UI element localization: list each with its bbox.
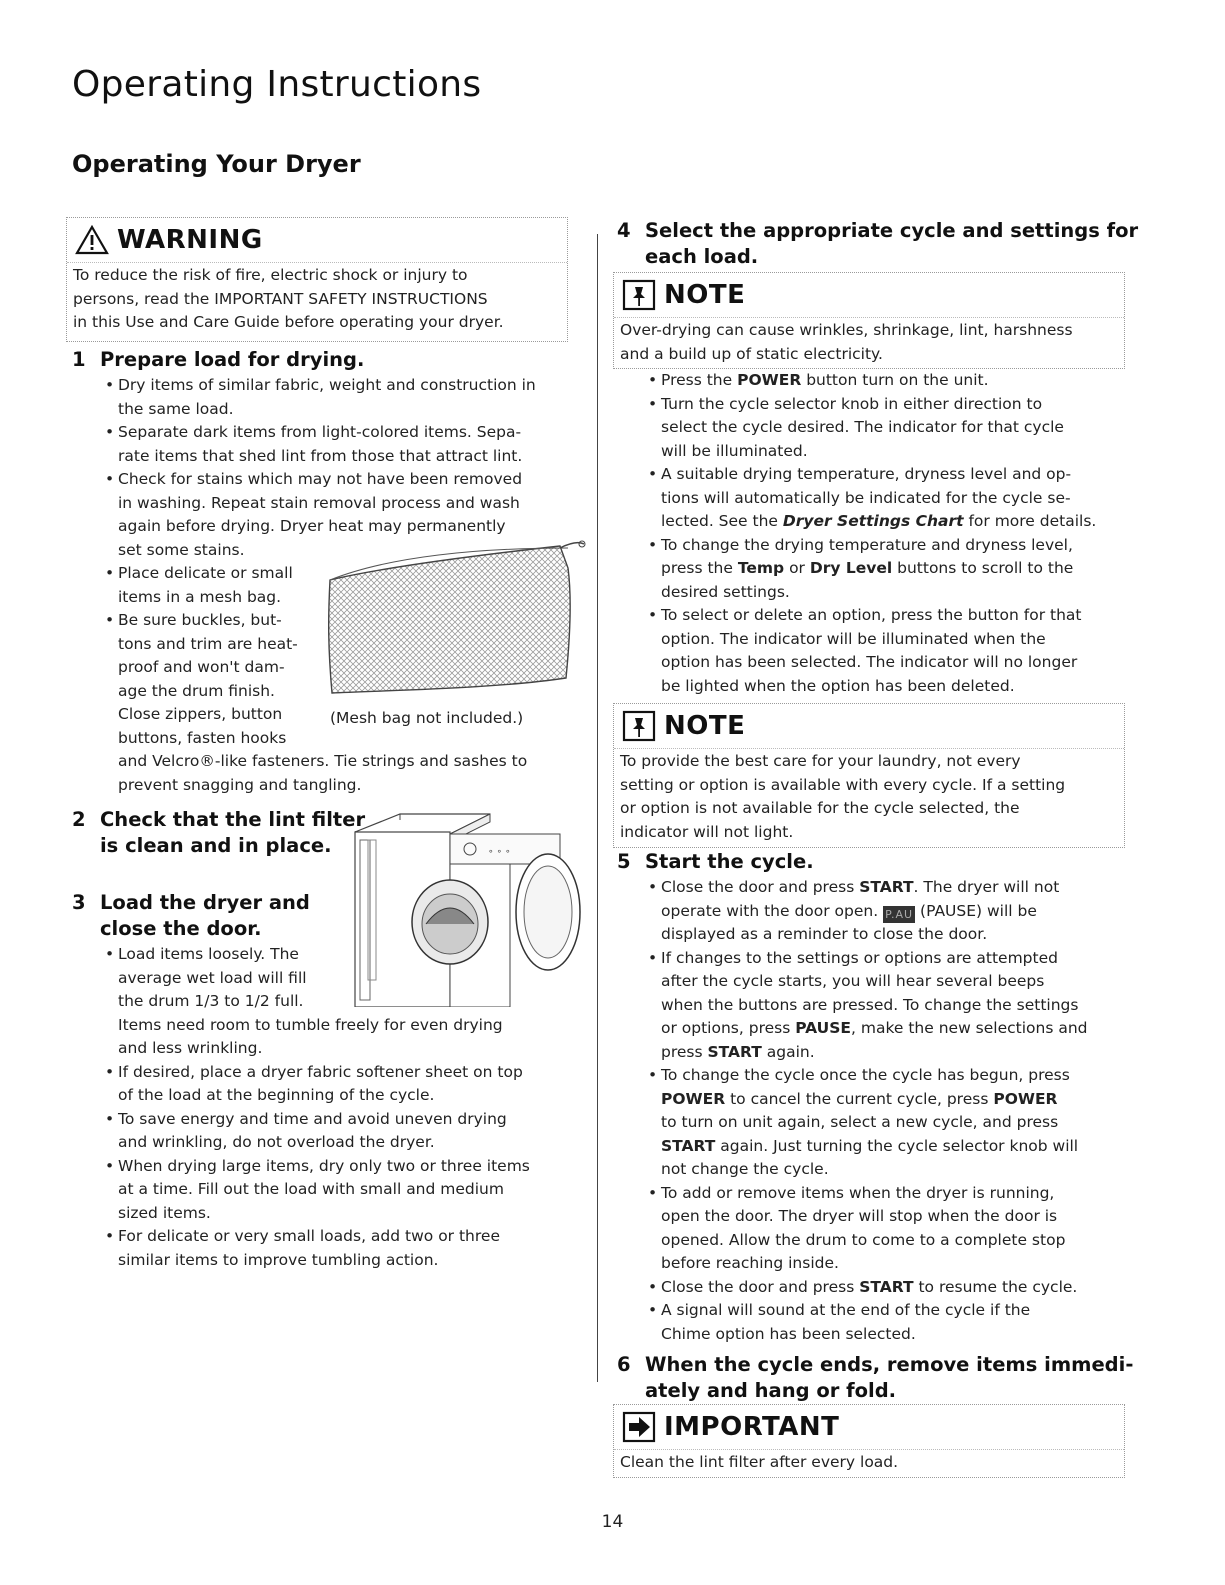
- note-header: [614, 704, 1124, 749]
- warning-triangle-icon: [75, 225, 109, 255]
- note-line: setting or option is available with every cycle. If a setting: [620, 775, 1066, 794]
- important-box: [613, 1404, 1125, 1478]
- step-number: 3: [72, 891, 86, 914]
- list-item: press START again.: [661, 1042, 815, 1061]
- step-title: When the cycle ends, remove items immedi-: [645, 1353, 1134, 1376]
- step-5-heading: [617, 849, 814, 875]
- step-number: 6: [617, 1353, 631, 1376]
- list-item: and Velcro®-like fasteners. Tie strings and sashes to: [118, 752, 528, 770]
- warning-text: [73, 264, 561, 335]
- note-header: [614, 273, 1124, 318]
- list-item: opened. Allow the drum to come to a complete stop: [661, 1230, 1066, 1249]
- list-item: or options, press PAUSE, make the new selections and: [661, 1019, 1088, 1037]
- step-3-heading: [72, 890, 310, 942]
- svg-text:∘ ∘ ∘: ∘ ∘ ∘: [488, 847, 511, 857]
- step-number: 5: [617, 850, 631, 873]
- list-item: To add or remove items when the dryer is running,: [661, 1183, 1055, 1202]
- list-item: Load items loosely. The: [118, 945, 299, 963]
- step-title: each load.: [645, 245, 759, 268]
- list-item: press the Temp or Dry Level buttons to scroll to the: [661, 559, 1074, 577]
- list-item: Dry items of similar fabric, weight and construction in: [118, 376, 536, 394]
- step-title: is clean and in place.: [100, 834, 332, 857]
- section-title: Operating Your Dryer: [72, 150, 361, 178]
- note-pin-icon: [622, 710, 656, 742]
- list-item: For delicate or very small loads, add two or three: [118, 1227, 500, 1245]
- list-item: Turn the cycle selector knob in either direction to: [661, 394, 1043, 413]
- note-line: indicator will not light.: [620, 822, 794, 841]
- list-item: Close the door and press START. The dryer will not: [661, 878, 1060, 896]
- warning-box: [66, 217, 568, 342]
- list-item-text: (PAUSE) will be: [920, 901, 1037, 920]
- list-item: lected. See the Dryer Settings Chart for more details.: [661, 512, 1097, 530]
- warning-line: in this Use and Care Guide before operating your dryer.: [73, 313, 504, 331]
- list-item: Place delicate or small: [118, 564, 293, 582]
- list-item: after the cycle starts, you will hear several beeps: [661, 972, 1045, 990]
- list-item: buttons, fasten hooks: [118, 728, 287, 747]
- step-number: 4: [617, 219, 631, 242]
- arrow-right-icon: [622, 1411, 656, 1443]
- step5-bullet-list: • Close the door and press START. The dryer will not operate with the door open. P.AU (PAUSE) will be displayed as a reminder to close the door. • If changes to the settings or options are attempted after the cycle starts, you will hear several beeps when the buttons are pressed. To change the settings or options, press PAUSE, make the new selections and press START again. • To change the cycle once the cycle has begun, press POWER to cancel the current cycle, press POWER to turn on unit again, select a new cycle, and press START again. Just turning the cycle selector knob will not change the cycle. • To add or remove items when the dryer is running, open the door. The dryer will stop when the door is opened. Allow the drum to come to a complete stop before reaching inside. • Close the door and press START to resume the cycle. • A signal will sound at the end of the cycle if the Chime option has been selected.: [661, 876, 1088, 1346]
- step-6-heading: [617, 1352, 1133, 1404]
- step-title: Select the appropriate cycle and settings for: [645, 219, 1139, 242]
- list-item: To change the cycle once the cycle has begun, press: [661, 1066, 1070, 1084]
- note-box: [613, 703, 1125, 848]
- note-box: [613, 272, 1125, 369]
- step-title: Start the cycle.: [645, 850, 814, 873]
- list-item: not change the cycle.: [661, 1160, 829, 1178]
- list-item: similar items to improve tumbling action.: [118, 1250, 439, 1269]
- pause-display-icon: P.AU: [885, 907, 914, 921]
- list-item: items in a mesh bag.: [118, 587, 282, 606]
- list-item: Close the door and press START to resume the cycle.: [661, 1277, 1078, 1296]
- warning-header: [67, 218, 567, 263]
- list-item: tions will automatically be indicated for the cycle se-: [661, 488, 1071, 507]
- list-item: Check for stains which may not have been removed: [118, 470, 523, 488]
- list-item: Items need room to tumble freely for even drying: [118, 1015, 503, 1034]
- list-item: will be illuminated.: [661, 441, 808, 460]
- note-title: NOTE: [664, 711, 746, 741]
- step1-bullet-list: • Dry items of similar fabric, weight and construction in the same load. • Separate dark items from light-colored items. Sepa- rate items that shed lint from those that attract lint. • Check for stains which may not have been removed in washing. Repeat stain removal process and wash again before drying. Dryer heat may permanently set some stains. • Place delicate or small items in a mesh bag. • Be sure buckles, but- tons and trim are heat- proof and won't dam- age the drum finish. Close zippers, button buttons, fasten hooks and Velcro®-like fasteners. Tie strings and sashes to prevent snagging and tangling.: [118, 374, 536, 797]
- important-header: [614, 1405, 1124, 1450]
- list-item: Be sure buckles, but-: [118, 611, 282, 629]
- list-item: again before drying. Dryer heat may permanently: [118, 517, 506, 535]
- important-text: Clean the lint filter after every load.: [620, 1453, 899, 1471]
- list-item: [661, 900, 1088, 924]
- list-item: To select or delete an option, press the button for that: [661, 606, 1082, 624]
- mesh-bag-caption: (Mesh bag not included.): [330, 709, 524, 727]
- list-item: proof and won't dam-: [118, 658, 285, 676]
- list-item: age the drum finish.: [118, 681, 275, 700]
- step-2-heading: [72, 807, 365, 859]
- list-item: If desired, place a dryer fabric softener sheet on top: [118, 1062, 523, 1081]
- list-item: option has been selected. The indicator will no longer: [661, 653, 1078, 671]
- note-line: To provide the best care for your laundry, not every: [620, 752, 1021, 770]
- list-item-text: operate with the door open.: [661, 901, 879, 920]
- list-item: and wrinkling, do not overload the dryer.: [118, 1133, 435, 1151]
- list-item: open the door. The dryer will stop when the door is: [661, 1207, 1058, 1225]
- list-item: the same load.: [118, 399, 234, 418]
- step-title: Check that the lint filter: [100, 808, 366, 831]
- list-item: before reaching inside.: [661, 1254, 839, 1272]
- step-4-heading: [617, 218, 1138, 270]
- list-item: option. The indicator will be illuminated when the: [661, 629, 1046, 648]
- list-item: when the buttons are pressed. To change the settings: [661, 995, 1079, 1014]
- note-text: [620, 750, 1118, 844]
- list-item: the drum 1/3 to 1/2 full.: [118, 992, 304, 1010]
- list-item: To change the drying temperature and dryness level,: [661, 535, 1073, 554]
- step-title: Prepare load for drying.: [100, 348, 365, 371]
- note-pin-icon: [622, 279, 656, 311]
- list-item: average wet load will fill: [118, 968, 307, 987]
- step-number: 1: [72, 348, 86, 371]
- list-item: START again. Just turning the cycle selector knob will: [661, 1136, 1079, 1155]
- list-item: A suitable drying temperature, dryness level and op-: [661, 465, 1072, 483]
- list-item: prevent snagging and tangling.: [118, 775, 362, 794]
- list-item: Chime option has been selected.: [661, 1324, 916, 1343]
- page-title: Operating Instructions: [72, 64, 482, 105]
- step-title: close the door.: [100, 917, 262, 940]
- step-title: ately and hang or fold.: [645, 1379, 897, 1402]
- list-item: rate items that shed lint from those that attract lint.: [118, 446, 523, 465]
- list-item: set some stains.: [118, 540, 245, 559]
- list-item: tons and trim are heat-: [118, 634, 298, 653]
- warning-title: WARNING: [117, 225, 263, 255]
- list-item: at a time. Fill out the load with small and medium: [118, 1180, 504, 1198]
- list-item: Separate dark items from light-colored items. Sepa-: [118, 423, 522, 441]
- list-item: A signal will sound at the end of the cycle if the: [661, 1301, 1031, 1319]
- step-number: 2: [72, 808, 86, 831]
- list-item: in washing. Repeat stain removal process and wash: [118, 493, 520, 512]
- note-line: and a build up of static electricity.: [620, 344, 883, 363]
- step-title: Load the dryer and: [100, 891, 310, 914]
- list-item: displayed as a reminder to close the door.: [661, 925, 988, 943]
- note-line: or option is not available for the cycle selected, the: [620, 799, 1020, 817]
- list-item: and less wrinkling.: [118, 1039, 263, 1057]
- list-item: to turn on unit again, select a new cycle, and press: [661, 1113, 1059, 1131]
- note-line: Over-drying can cause wrinkles, shrinkage, lint, harshness: [620, 321, 1073, 339]
- list-item: Close zippers, button: [118, 705, 283, 723]
- warning-line: To reduce the risk of fire, electric shock or injury to: [73, 266, 468, 284]
- step4-bullet-list: • Press the POWER button turn on the unit. • Turn the cycle selector knob in either direction to select the cycle desired. The indicator for that cycle will be illuminated. • A suitable drying temperature, dryness level and op- tions will automatically be indicated for the cycle se- lected. See the Dryer Settings Chart for more details. • To change the drying temperature and dryness level, press the Temp or Dry Level buttons to scroll to the desired settings. • To select or delete an option, press the button for that option. The indicator will be illuminated when the option has been selected. The indicator will no longer be lighted when the option has been deleted.: [661, 369, 1096, 698]
- note-text: [620, 319, 1118, 366]
- column-divider: [597, 234, 598, 1382]
- list-item: sized items.: [118, 1203, 211, 1222]
- list-item: To save energy and time and avoid uneven drying: [118, 1109, 507, 1128]
- step3-bullet-list: • Load items loosely. The average wet load will fill the drum 1/3 to 1/2 full. Items need room to tumble freely for even drying and less wrinkling. • If desired, place a dryer fabric softener sheet on top of the load at the beginning of the cycle. • To save energy and time and avoid uneven drying and wrinkling, do not overload the dryer. • When drying large items, dry only two or three items at a time. Fill out the load with small and medium sized items. • For delicate or very small loads, add two or three similar items to improve tumbling action.: [118, 943, 530, 1272]
- list-item: select the cycle desired. The indicator for that cycle: [661, 418, 1064, 436]
- step-1-heading: [72, 347, 364, 373]
- list-item: of the load at the beginning of the cycle.: [118, 1086, 435, 1104]
- list-item: be lighted when the option has been deleted.: [661, 676, 1015, 695]
- list-item: When drying large items, dry only two or three items: [118, 1156, 530, 1175]
- mesh-bag-illustration: [320, 538, 590, 698]
- important-title: IMPORTANT: [664, 1412, 840, 1442]
- list-item: desired settings.: [661, 582, 790, 601]
- page-number: 14: [601, 1512, 624, 1532]
- note-title: NOTE: [664, 280, 746, 310]
- list-item: POWER to cancel the current cycle, press POWER: [661, 1089, 1058, 1108]
- list-item: Press the POWER button turn on the unit.: [661, 371, 989, 389]
- list-item: If changes to the settings or options are attempted: [661, 948, 1058, 967]
- warning-line: persons, read the IMPORTANT SAFETY INSTRUCTIONS: [73, 289, 488, 308]
